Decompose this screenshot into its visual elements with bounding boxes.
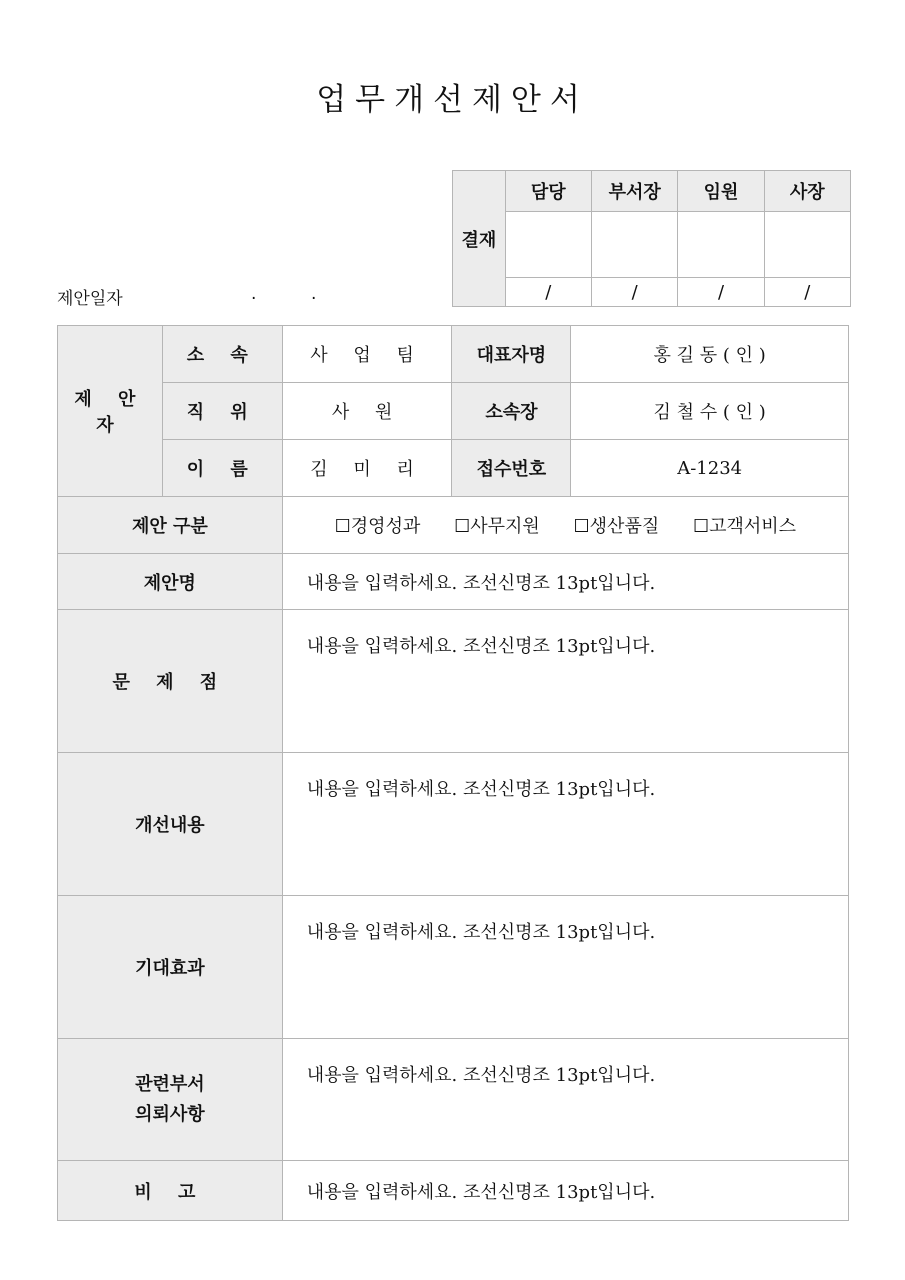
related-dept-label-line2: 의뢰사항	[135, 1103, 205, 1125]
representative-label: 대표자명	[452, 326, 571, 383]
proposal-name-content[interactable]: 내용을 입력하세요. 조선신명조 13pt입니다.	[282, 554, 848, 610]
category-checkbox-office-support[interactable]: ☐사무지원	[454, 516, 540, 537]
department-head-value[interactable]: 김 철 수 ( 인 )	[571, 383, 849, 440]
approval-date-staff[interactable]: /	[505, 278, 591, 307]
problem-content[interactable]: 내용을 입력하세요. 조선신명조 13pt입니다.	[282, 610, 848, 753]
date-separator-2: .	[311, 284, 317, 304]
approval-sign-staff[interactable]	[505, 212, 591, 278]
category-checkbox-production-quality[interactable]: ☐생산품질	[573, 516, 660, 537]
related-dept-request-content[interactable]: 내용을 입력하세요. 조선신명조 13pt입니다.	[282, 1039, 848, 1161]
approval-sign-president[interactable]	[764, 212, 850, 278]
representative-value[interactable]: 홍 길 동 ( 인 )	[571, 326, 849, 383]
improvement-content[interactable]: 내용을 입력하세요. 조선신명조 13pt입니다.	[282, 753, 848, 896]
receipt-number-value[interactable]: A-1234	[571, 440, 849, 497]
approval-header-executive: 임원	[678, 171, 764, 212]
category-options	[282, 497, 848, 554]
position-label: 직 위	[162, 383, 282, 440]
date-separator-1: .	[251, 284, 257, 304]
approval-date-president[interactable]: /	[764, 278, 850, 307]
approval-header-president: 사장	[764, 171, 850, 212]
proposer-label: 제 안 자	[58, 326, 163, 497]
approval-header-staff: 담당	[505, 171, 591, 212]
improvement-label: 개선내용	[58, 753, 283, 896]
proposal-name-label: 제안명	[58, 554, 283, 610]
approval-date-dept-head[interactable]: /	[591, 278, 677, 307]
department-head-label: 소속장	[452, 383, 571, 440]
name-label: 이 름	[162, 440, 282, 497]
approval-sign-executive[interactable]	[678, 212, 764, 278]
name-value[interactable]: 김 미 리	[282, 440, 452, 497]
proposal-form-table	[57, 325, 849, 1221]
related-dept-label-line1: 관련부서	[135, 1073, 205, 1095]
proposal-date-label: 제안일자	[57, 289, 123, 309]
affiliation-value[interactable]: 사 업 팀	[282, 326, 452, 383]
affiliation-label: 소 속	[162, 326, 282, 383]
approval-table	[452, 170, 851, 307]
expected-effect-content[interactable]: 내용을 입력하세요. 조선신명조 13pt입니다.	[282, 896, 848, 1039]
related-dept-request-label	[58, 1039, 283, 1161]
approval-label: 결재	[453, 171, 506, 307]
remarks-label: 비 고	[58, 1161, 283, 1221]
category-checkbox-customer-service[interactable]: ☐고객서비스	[692, 516, 797, 537]
approval-header-dept-head: 부서장	[591, 171, 677, 212]
position-value[interactable]: 사 원	[282, 383, 452, 440]
remarks-content[interactable]: 내용을 입력하세요. 조선신명조 13pt입니다.	[282, 1161, 848, 1221]
approval-sign-dept-head[interactable]	[591, 212, 677, 278]
problem-label: 문 제 점	[58, 610, 283, 753]
category-label: 제안 구분	[58, 497, 283, 554]
document-title: 업무개선제안서	[316, 82, 589, 118]
approval-date-executive[interactable]: /	[678, 278, 764, 307]
expected-effect-label: 기대효과	[58, 896, 283, 1039]
receipt-number-label: 접수번호	[452, 440, 571, 497]
category-checkbox-management[interactable]: ☐경영성과	[334, 516, 421, 537]
proposal-date	[57, 284, 317, 309]
